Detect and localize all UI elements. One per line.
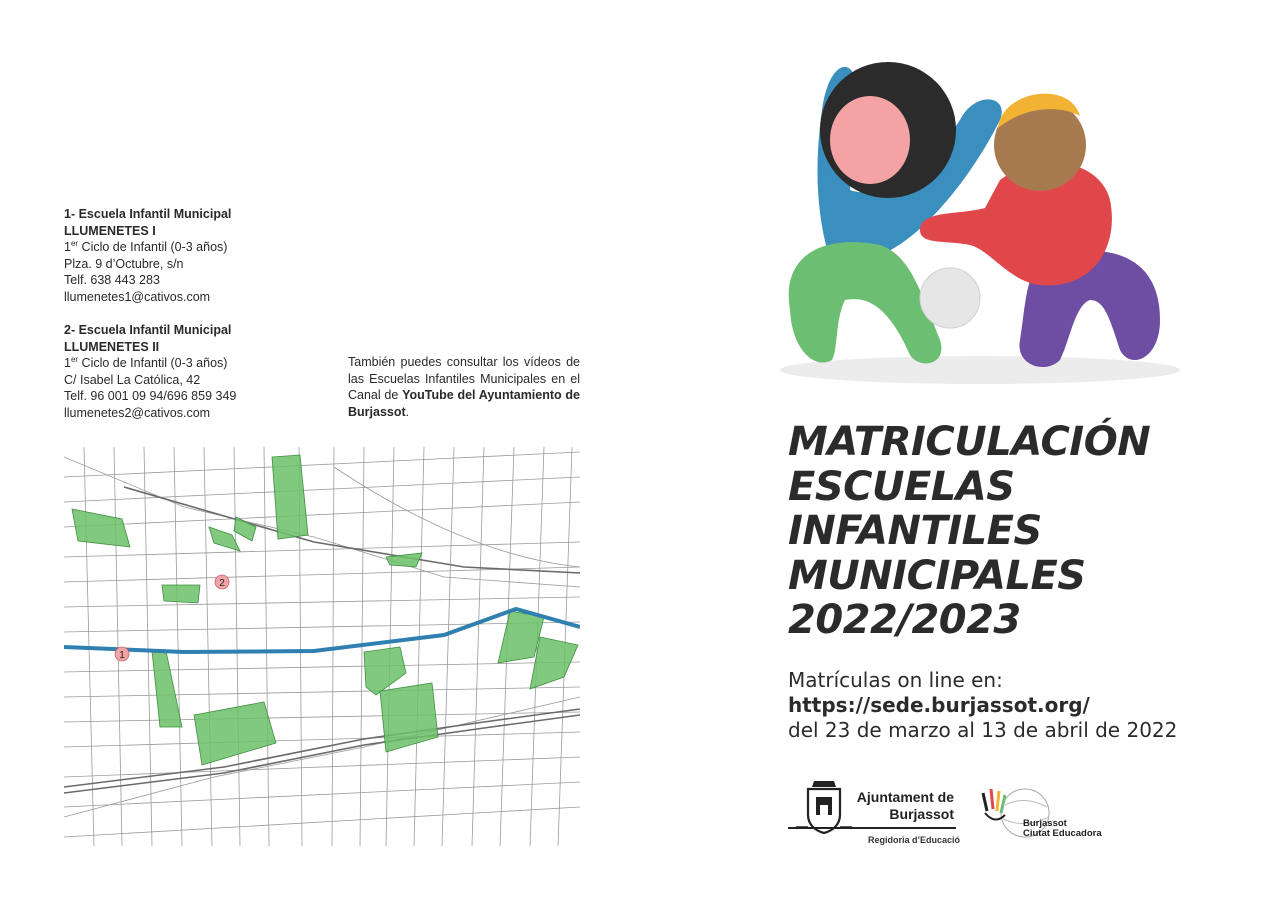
department-name: Regidoria d’Educació <box>867 835 960 845</box>
school-1-name: LLUMENETES I <box>64 223 156 238</box>
ajuntament-name: Ajuntament de Burjassot <box>856 789 954 822</box>
children-playing-graphic <box>770 50 1190 400</box>
school-1-info <box>64 206 324 305</box>
svg-text:2: 2 <box>219 578 225 589</box>
rail-lines <box>64 487 580 793</box>
title-line: MUNICIPALES <box>788 552 1086 599</box>
ciutat-educadora-name: Burjassot Ciutat Educadora <box>1023 818 1102 839</box>
ciutat-educadora-logo <box>975 785 1135 845</box>
school-2-phone: Telf. 96 001 09 94/696 859 349 <box>64 389 237 403</box>
title-line: MATRICULACIÓN <box>788 419 1151 465</box>
youtube-channel-name: YouTube del Ayuntamiento de Burjassot <box>348 388 580 419</box>
title-line: ESCUELAS <box>788 463 1015 510</box>
enrollment-url-link[interactable]: https://sede.burjassot.org/ <box>788 693 1090 717</box>
svg-text:1: 1 <box>119 650 125 661</box>
street-map <box>64 447 580 846</box>
enrollment-label: Matrículas on line en: <box>788 668 1003 692</box>
school-2-email: llumenetes2@cativos.com <box>64 405 211 420</box>
school-2-name: LLUMENETES II <box>64 339 160 354</box>
enrollment-info <box>788 668 1228 743</box>
youtube-note: También puedes consultar los vídeos de las Escuelas Infantiles Municipales en el Canal de YouTube del Ayuntamiento de Burjassot. <box>348 355 580 419</box>
children-illustration <box>770 50 1190 400</box>
park-areas <box>72 455 578 765</box>
school-1-phone: Telf. 638 443 283 <box>64 273 160 287</box>
school-1-cycle: 1er Ciclo de Infantil (0-3 años) <box>64 238 228 254</box>
coat-of-arms-icon <box>794 775 854 835</box>
street-map-graphic <box>64 447 580 846</box>
logo-divider <box>788 827 956 829</box>
school-2-info <box>64 322 324 421</box>
school-1-heading: 1- Escuela Infantil Municipal <box>64 207 232 221</box>
school-2-marker <box>215 575 229 589</box>
page-title <box>788 420 1228 643</box>
school-2-cycle: 1er Ciclo de Infantil (0-3 años) <box>64 354 228 370</box>
title-line: INFANTILES <box>788 508 1042 554</box>
ajuntament-logo <box>788 775 958 850</box>
school-2-address: C/ Isabel La Católica, 42 <box>64 372 201 387</box>
school-1-email: llumenetes1@cativos.com <box>64 289 211 304</box>
title-line: 2022/2023 <box>788 597 1021 643</box>
school-2-heading: 2- Escuela Infantil Municipal <box>64 323 232 337</box>
school-1-marker <box>115 647 129 661</box>
enrollment-dates: del 23 de marzo al 13 de abril de 2022 <box>788 718 1178 742</box>
school-1-address: Plza. 9 d’Octubre, s/n <box>64 256 184 271</box>
